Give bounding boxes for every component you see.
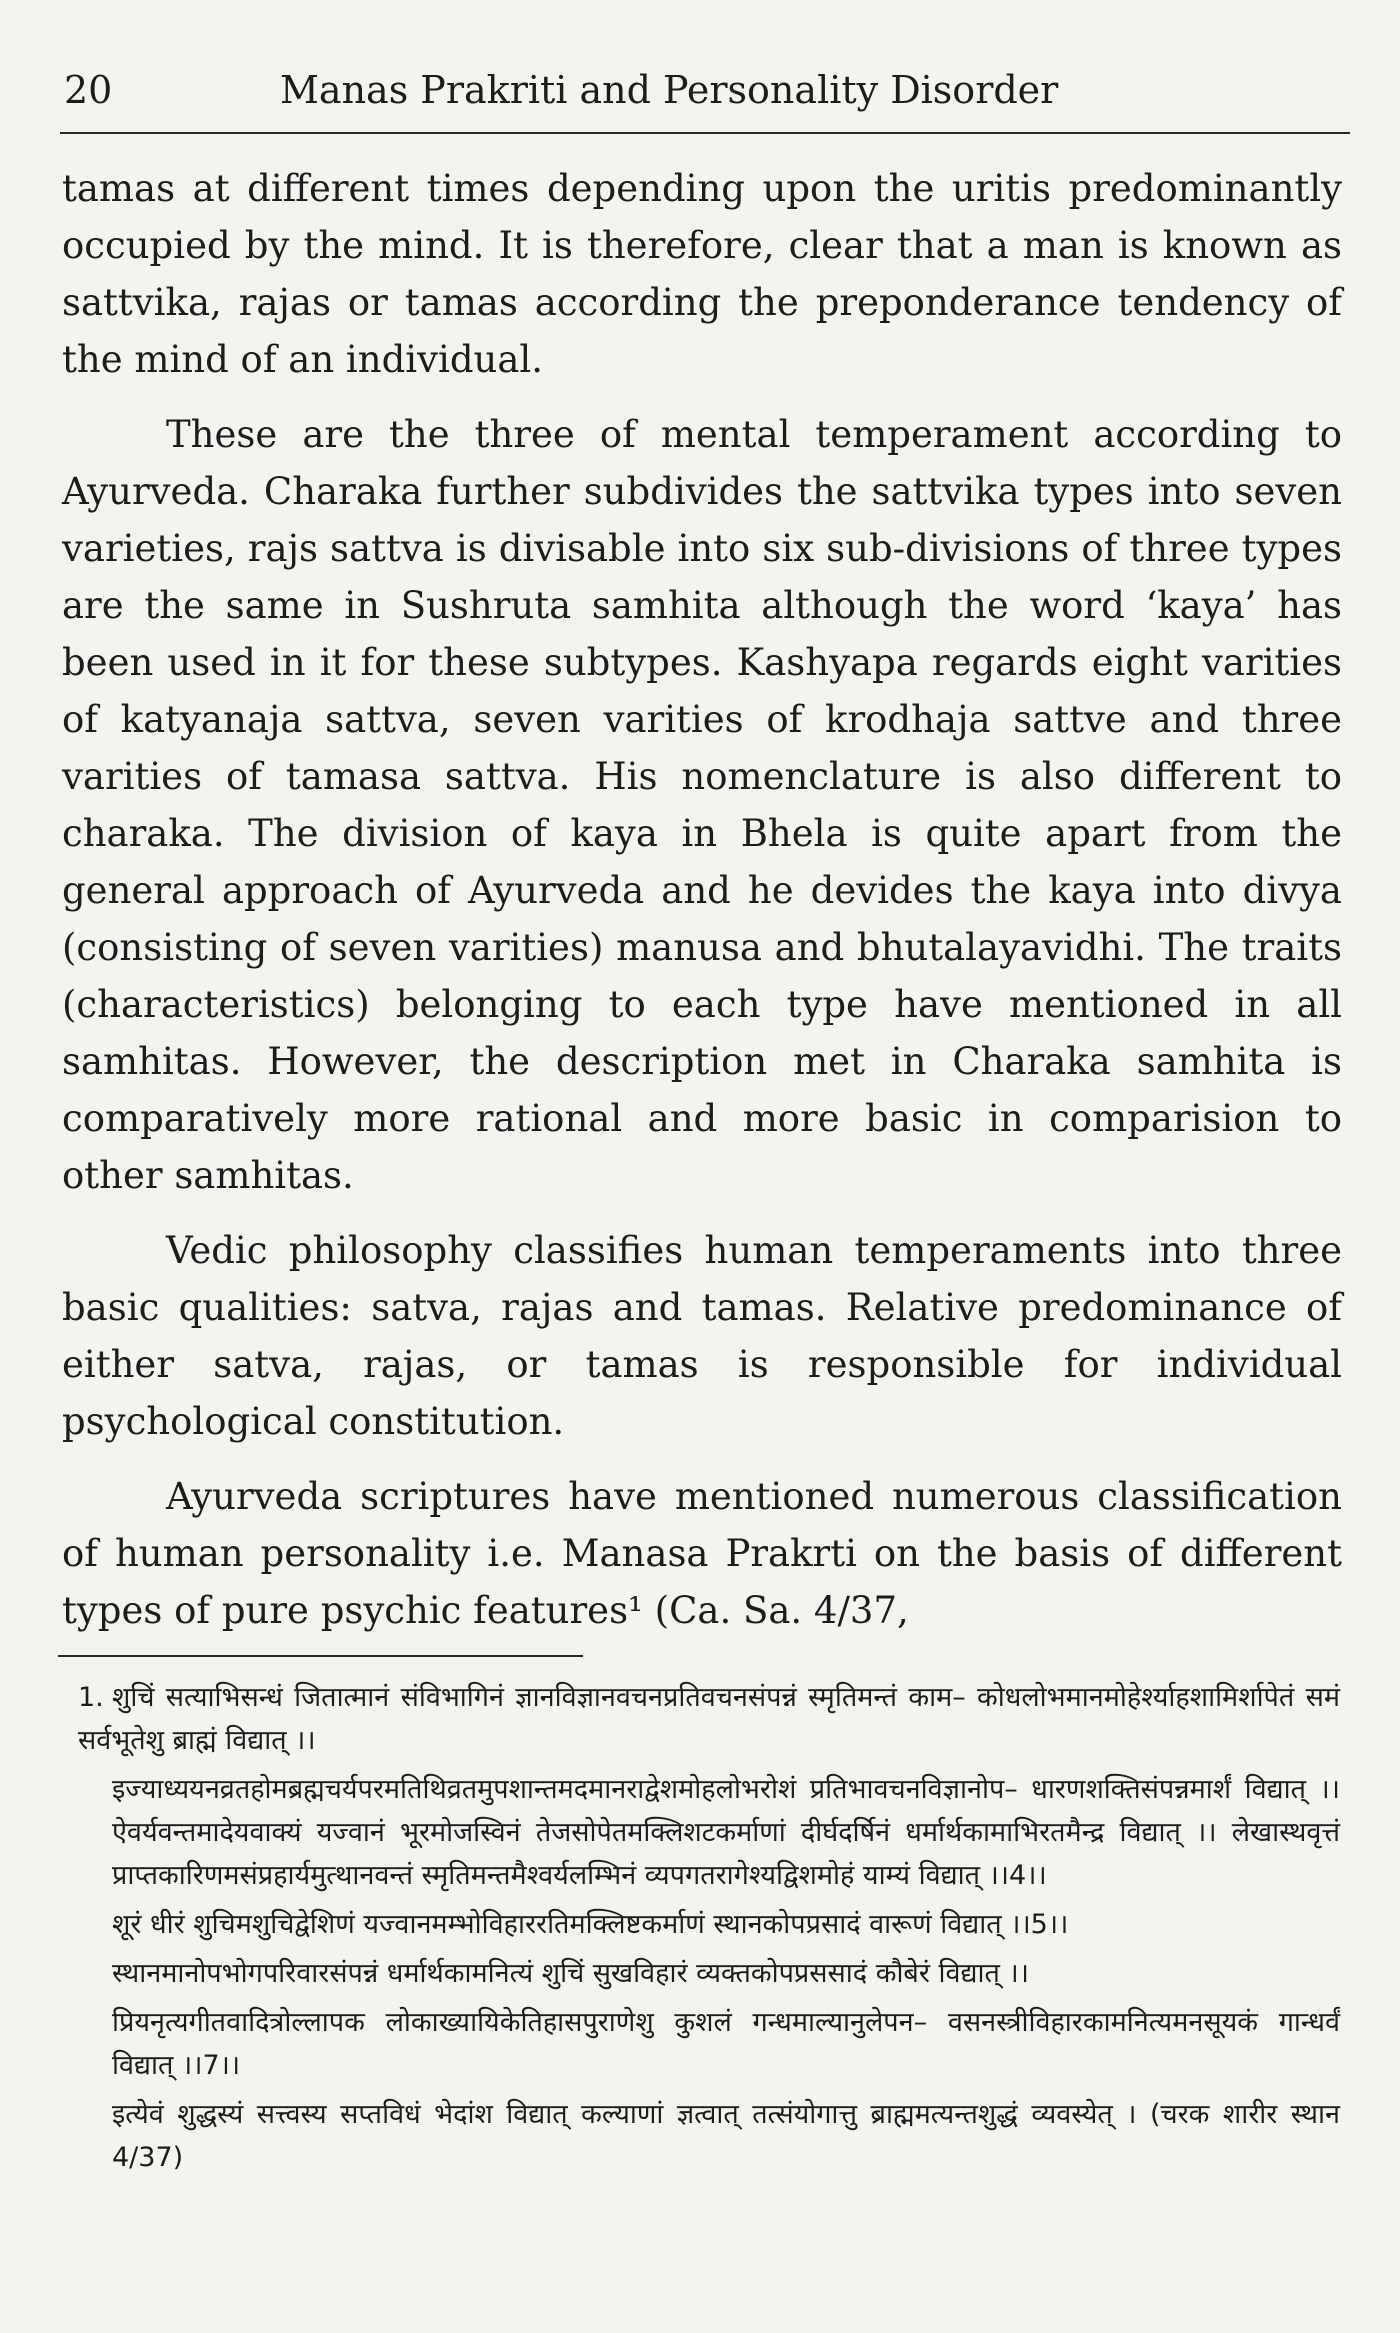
paragraph-vedic-philosophy: Vedic philosophy classifies human temperaments into three basic qualities: satva, rajas and tamas. Relative predominance of either satva, rajas, or tamas is responsible for individual psychological constitution.	[62, 1229, 1342, 1443]
footnotes	[78, 1676, 1340, 2185]
footnote-line	[78, 1676, 1340, 1762]
footnote-text: शुचिं सत्याभिसन्धं जितात्मानं संविभागिनं ज्ञानविज्ञानवचनप्रतिवचनसंपन्नं स्मृतिमन्तं काम– कोधलोभमानमोहेर्श्याहशामिर्शापेतं समं सर्वभूतेशु ब्राह्मं विद्यात् ।।	[78, 1682, 1340, 1756]
footnote-divider	[58, 1655, 583, 1657]
paragraph-subdivisions: These are the three of mental temperament according to Ayurveda. Charaka further subdivides the sattvika types into seven varieties, rajs sattva is divisable into six sub-divisions of three types are the same in Sushruta samhita although the word ‘kaya’ has been used in it for these subtypes. Kashyapa regards eight varities of katyanaja sattva, seven varities of krodhaja sattve and three varities of tamasa sattva. His nomenclature is also different to charaka. The division of kaya in Bhela is quite apart from the general approach of Ayurveda and he devides the kaya into divya (consisting of seven varities) manusa and bhutalayavidhi. The traits (characteristics) belonging to each type have mentioned in all samhitas. However, the description met in Charaka samhita is comparatively more rational and more basic in comparision to other samhitas.	[62, 413, 1342, 1197]
body-text	[62, 160, 1342, 1657]
footnote-line: इत्येवं शुद्धस्यं सत्त्वस्य सप्तविधं भेदांश विद्यात् कल्याणां ज्ञत्वात् तत्संयोगात्तु ब्राह्ममत्यन्तशुद्धं व्यवस्येत् । (चरक शारीर स्थान 4/37)	[112, 2099, 1340, 2173]
paragraph-ayurveda-scriptures: Ayurveda scriptures have mentioned numerous classification of human personality i.e. Manasa Prakrti on the basis of different types of pure psychic features¹ (Ca. Sa. 4/37,	[62, 1475, 1342, 1632]
page-number: 20	[64, 68, 113, 112]
footnote-line: प्रियनृत्यगीतवादित्रोल्लापक लोकाख्यायिकेतिहासपुराणेशु कुशलं गन्धमाल्यानुलेपन– वसनस्त्रीविहारकामनित्यमनसूयकं गान्धर्वं विद्यात् ।।7।।	[112, 2007, 1340, 2081]
footnote-line: शूरं धीरं शुचिमशुचिद्वेशिणं यज्वानमम्भोविहाररतिमक्लिष्टकर्माणं स्थानकोपप्रसादं वारूणं विद्यात् ।।5।।	[112, 1909, 1069, 1940]
paragraph-continuation: tamas at different times depending upon the uritis predominantly occupied by the mind. It is therefore, clear that a man is known as sattvika, rajas or tamas according the preponderance tendency of the mind of an individual.	[62, 167, 1342, 381]
running-title: Manas Prakriti and Personality Disorder	[280, 68, 1059, 112]
footnote-line: इज्याध्ययनव्रतहोमब्रह्मचर्यपरमतिथिव्रतमुपशान्तमदमानराद्वेशमोहलोभरोशं प्रतिभावचनविज्ञानोप– धारणशक्तिसंपन्नमार्शं विद्यात् ।। ऐवर्यवन्तमादेयवाक्यं यज्वानं भूरमोजस्विनं तेजसोपेतमक्लिशटकर्माणां दीर्घदर्षिनं धर्मार्थकामाभिरतमैन्द्र विद्यात् ।। लेखास्थवृत्तं प्राप्तकारिणमसंप्रहार्यमुत्थानवन्तं स्मृतिमन्तमैश्वर्यलम्भिनं व्यपगतरागेश्यद्विशमोहं याम्यं विद्यात् ।।4।।	[112, 1774, 1340, 1891]
page-header	[60, 62, 1350, 134]
footnote-line: स्थानमानोपभोगपरिवारसंपन्नं धर्मार्थकामनित्यं शुचिं सुखविहारं व्यक्तकोपप्रससादं कौबेरं विद्यात् ।।	[112, 1958, 1029, 1989]
footnote-number: 1.	[78, 1682, 104, 1713]
